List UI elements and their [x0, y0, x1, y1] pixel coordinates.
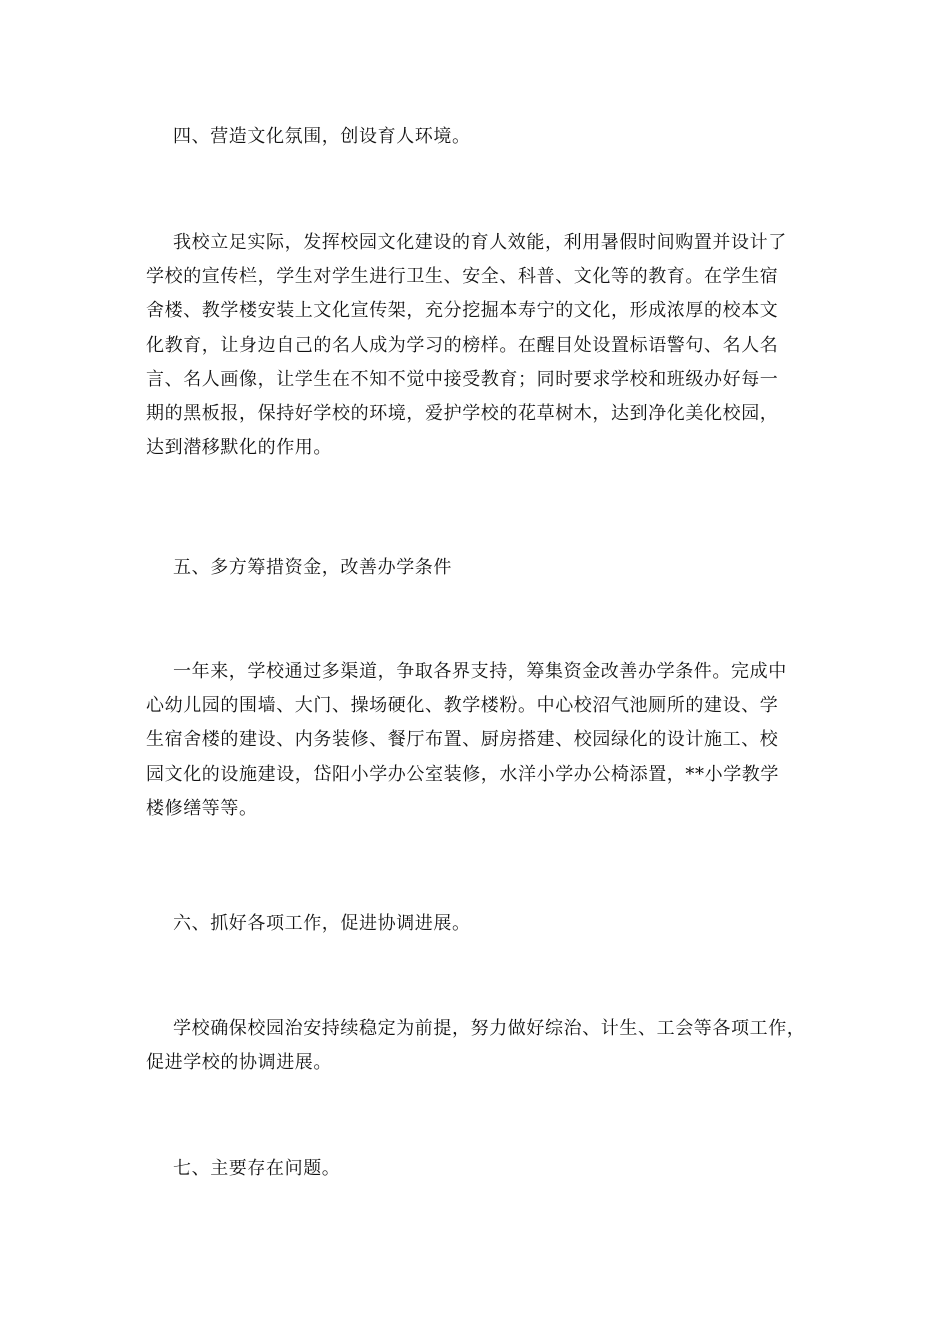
paragraph-line: 学校的宣传栏，学生对学生进行卫生、安全、科普、文化等的教育。在学生宿	[146, 266, 779, 288]
paragraph-line: 我校立足实际，发挥校园文化建设的育人效能，利用暑假时间购置并设计了	[173, 232, 787, 253]
paragraph-line: 一年来，学校通过多渠道，争取各界支持，筹集资金改善办学条件。完成中	[173, 661, 787, 682]
paragraph-line: 楼修缮等等。	[146, 797, 258, 819]
paragraph-line: 心幼儿园的围墙、大门、操场硬化、教学楼粉。中心校沼气池厕所的建设、学	[146, 695, 779, 717]
paragraph-line: 达到潜移默化的作用。	[146, 437, 332, 459]
paragraph-line: 生宿舍楼的建设、内务装修、餐厅布置、厨房搭建、校园绿化的设计施工、校	[146, 729, 779, 751]
section-paragraph-6	[146, 1012, 816, 1080]
paragraph-line: 舍楼、教学楼安装上文化宣传架，充分挖掘本寿宁的文化，形成浓厚的校本文	[146, 300, 779, 322]
paragraph-line: 期的黑板报，保持好学校的环境，爱护学校的花草树木，达到净化美化校园，	[146, 403, 779, 425]
section-heading-4: 四、营造文化氛围，创设育人环境。	[173, 126, 471, 147]
section-paragraph-4	[146, 226, 816, 465]
section-heading-7: 七、主要存在问题。	[173, 1158, 341, 1179]
section-heading-6: 六、抓好各项工作，促进协调进展。	[173, 913, 471, 934]
section-heading-5: 五、多方筹措资金，改善办学条件	[173, 557, 452, 578]
section-paragraph-5	[146, 655, 816, 826]
paragraph-line: 学校确保校园治安持续稳定为前提，努力做好综治、计生、工会等各项工作，	[173, 1018, 806, 1039]
paragraph-line: 园文化的设施建设，岱阳小学办公室装修，水洋小学办公椅添置，**小学教学	[146, 763, 779, 785]
paragraph-line: 言、名人画像，让学生在不知不觉中接受教育；同时要求学校和班级办好每一	[146, 368, 779, 390]
paragraph-line: 化教育，让身边自己的名人成为学习的榜样。在醒目处设置标语警句、名人名	[146, 334, 779, 356]
paragraph-line: 促进学校的协调进展。	[146, 1052, 332, 1074]
